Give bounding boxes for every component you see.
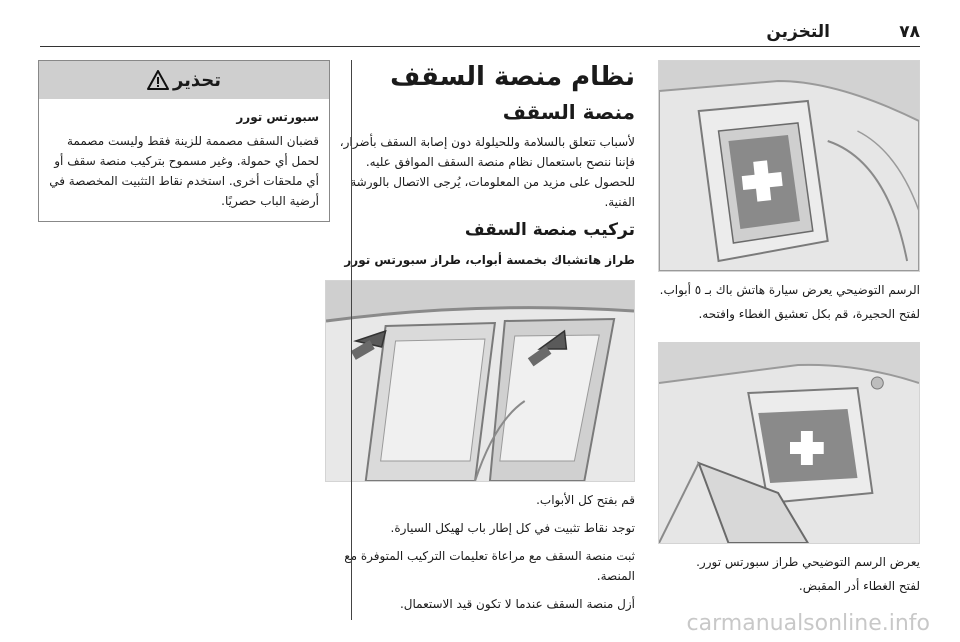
figure-roof-rack-mounting-points bbox=[325, 280, 635, 482]
step-text: توجد نقاط تثبيت في كل إطار باب لهيكل السيارة. bbox=[390, 521, 635, 535]
watermark: carmanualsonline.info bbox=[686, 611, 930, 636]
subsection-heading: منصة السقف bbox=[502, 100, 635, 124]
figure-caption-instruction: لفتح الغطاء أدر المقبض. bbox=[798, 579, 920, 593]
warning-triangle-icon bbox=[147, 70, 169, 90]
figure-trunk-compartment-hatchback bbox=[658, 60, 920, 272]
install-heading: تركيب منصة السقف bbox=[464, 220, 635, 240]
figure-caption: يعرض الرسم التوضيحي طراز سبورتس تورر. bbox=[696, 555, 920, 569]
page-header bbox=[40, 18, 920, 48]
warning-box bbox=[38, 60, 330, 222]
intro-paragraph: لأسباب تتعلق بالسلامة وللحيلولة دون إصابة السقف بأضرار، فإننا ننصح باستعمال نظام منصة السقف الموافق عليه. للحصول على مزيد من المعلومات، يُرجى الاتصال بالورشة الفنية. bbox=[339, 135, 635, 209]
model-line: طراز هاتشباك بخمسة أبواب، طراز سبورتس تورر bbox=[344, 253, 635, 267]
warning-model: سبورتس تورر bbox=[236, 110, 319, 124]
middle-column bbox=[325, 60, 635, 614]
warning-title: تحذير bbox=[172, 69, 222, 91]
column-separator bbox=[351, 60, 352, 620]
figure-trunk-compartment-sports-tourer bbox=[658, 342, 920, 544]
warning-text: قضبان السقف مصممة للزينة فقط وليست مصممة لحمل أي حمولة. وغير مسموح بتركيب منصة سقف أو أي ملحقات أخرى. استخدم نقاط التثبيت المخصصة في أرضية الباب حصريًا. bbox=[49, 134, 319, 208]
warning-body bbox=[39, 99, 329, 221]
section-heading: نظام منصة السقف bbox=[390, 62, 635, 92]
left-column bbox=[40, 60, 330, 222]
step-text: ثبت منصة السقف مع مراعاة تعليمات التركيب المتوفرة مع المنصة. bbox=[344, 549, 635, 583]
step-text: قم بفتح كل الأبواب. bbox=[536, 493, 635, 507]
header-rule bbox=[40, 46, 920, 47]
right-column bbox=[658, 60, 920, 596]
figure-caption: الرسم التوضيحي يعرض سيارة هاتش باك بـ ٥ أبواب. bbox=[659, 283, 920, 297]
section-title: التخزين bbox=[766, 22, 830, 42]
page-number: ٧٨ bbox=[899, 22, 920, 42]
figure-caption-instruction: لفتح الحجيرة، قم بكل تعشيق الغطاء وافتحه. bbox=[698, 307, 920, 321]
warning-header bbox=[39, 61, 329, 99]
step-text: أزل منصة السقف عندما لا تكون قيد الاستعمال. bbox=[399, 597, 635, 611]
